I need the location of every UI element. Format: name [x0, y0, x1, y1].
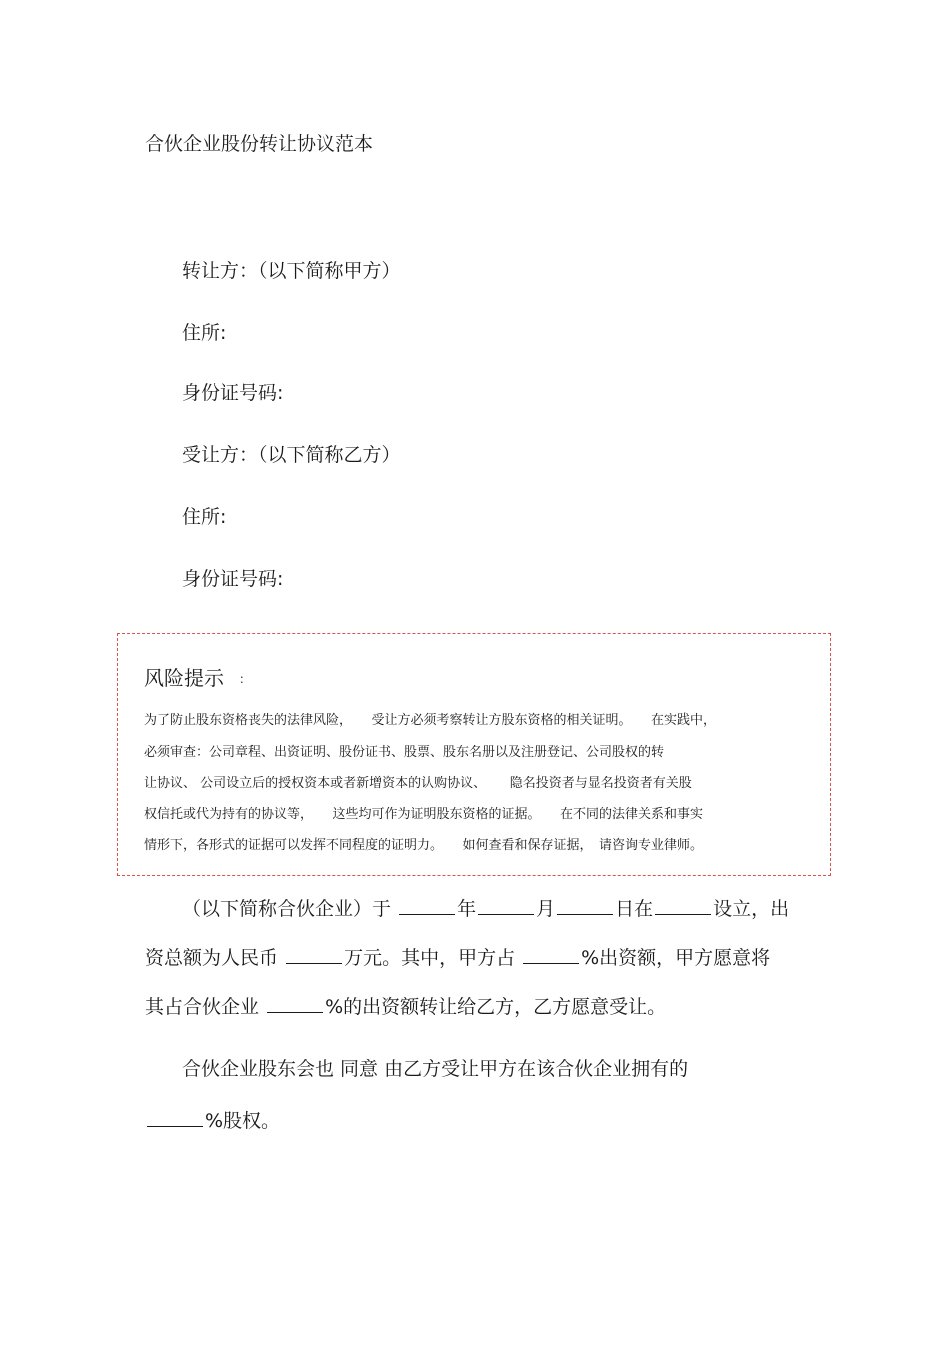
body-text: 月	[536, 898, 556, 920]
fill-blank	[478, 895, 534, 915]
body-line-3	[145, 992, 666, 1019]
risk-notice-title: 风险提示	[144, 666, 224, 690]
risk-line: 情形下，各形式的证据可以发挥不同程度的证明力。 如何查看和保存证据， 请咨询专业律师。	[144, 838, 704, 853]
transferee-address: 住所:	[182, 506, 227, 528]
body-text: 其占合伙企业	[145, 996, 260, 1018]
body-line-4: 合伙企业股东会也 同意 由乙方受让甲方在该合伙企业拥有的	[182, 1058, 689, 1080]
fill-blank	[399, 895, 455, 915]
body-text: %出资额，甲方愿意将	[581, 947, 771, 969]
transferor-label: 转让方：（以下简称甲方）	[182, 260, 401, 282]
risk-line: 必须审查：公司章程、出资证明、股份证书、股票、股东名册以及注册登记、公司股权的转	[144, 745, 665, 760]
transferee-label: 受让方：（以下简称乙方）	[182, 444, 401, 466]
body-text: 万元。其中，甲方占	[344, 947, 516, 969]
fill-blank	[286, 944, 342, 964]
risk-line: 让协议、 公司设立后的授权资本或者新增资本的认购协议、 隐名投资者与显名投资者有关股	[144, 776, 692, 791]
body-line-1	[182, 894, 789, 921]
fill-blank	[557, 895, 613, 915]
risk-line: 权信托或代为持有的协议等， 这些均可作为证明股东资格的证据。 在不同的法律关系和事实	[144, 807, 704, 822]
body-text: %的出资额转让给乙方，乙方愿意受让。	[325, 996, 667, 1018]
body-line-2	[145, 943, 770, 970]
risk-line: 为了防止股东资格丧失的法律风险， 受让方必须考察转让方股东资格的相关证明。 在实践中，	[144, 713, 717, 728]
body-text: %股权。	[205, 1110, 281, 1132]
body-text: 资总额为人民币	[145, 947, 279, 969]
transferor-id-number: 身份证号码:	[182, 382, 284, 404]
document-title: 合伙企业股份转让协议范本	[145, 133, 374, 155]
fill-blank	[523, 944, 579, 964]
fill-blank	[655, 895, 711, 915]
transferor-address: 住所:	[182, 322, 227, 344]
transferee-id-number: 身份证号码:	[182, 568, 284, 590]
body-text: 设立，出	[713, 898, 790, 920]
fill-blank	[267, 993, 323, 1013]
body-text: （以下简称合伙企业）于	[182, 898, 392, 920]
body-text: 日在	[615, 898, 654, 920]
fill-blank	[147, 1107, 203, 1127]
body-text: 年	[457, 898, 477, 920]
risk-notice-colon: ：	[239, 672, 252, 686]
body-line-5	[145, 1106, 280, 1133]
